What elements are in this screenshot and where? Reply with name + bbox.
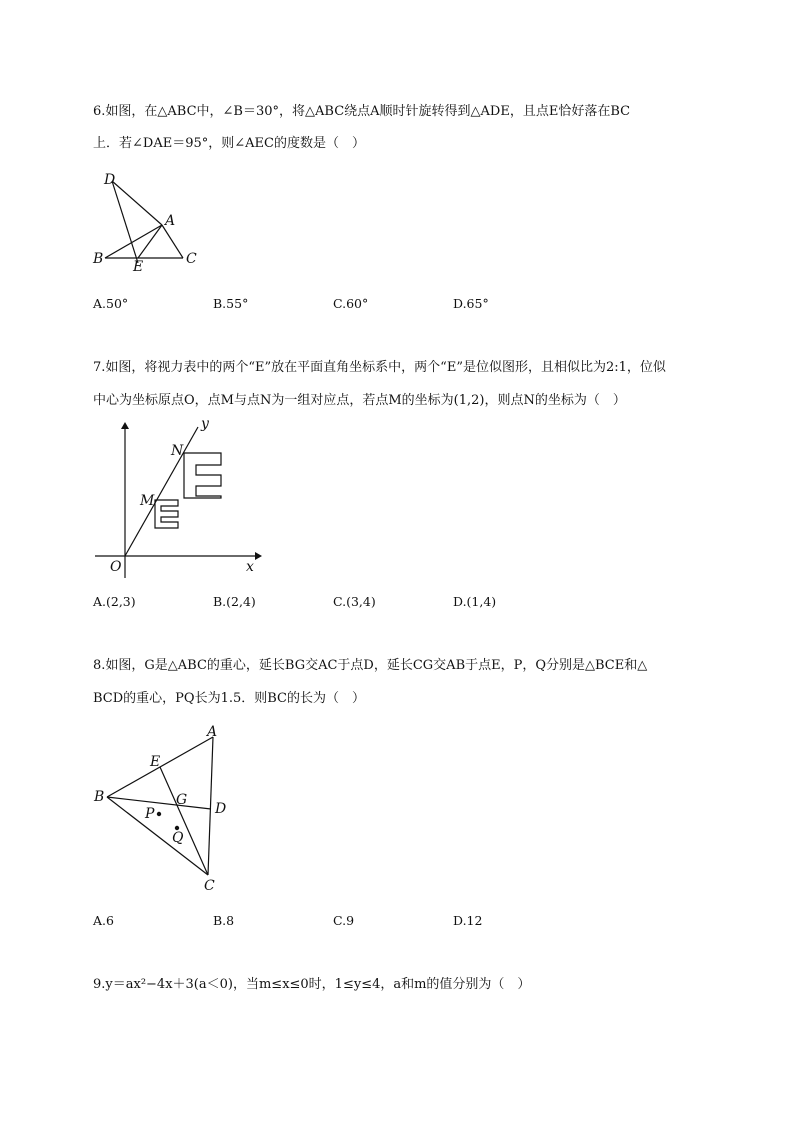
- q8-segment-EC: [160, 767, 208, 875]
- q8-label-Q: Q: [172, 830, 184, 846]
- q8-option-a: A.6: [93, 913, 114, 928]
- q6-segment-AC: [162, 225, 183, 258]
- q7-label-N: N: [171, 443, 184, 459]
- q6-label-E: E: [133, 259, 144, 275]
- q8-segment-AC: [208, 737, 213, 875]
- q6-segment-BA: [105, 225, 162, 258]
- q8-segment-BC: [107, 797, 208, 875]
- q6-label-C: C: [186, 251, 197, 267]
- q7-y-arrow-icon: [121, 422, 129, 429]
- q8-label-P: P: [145, 806, 155, 822]
- q7-option-b: B.(2,4): [213, 594, 256, 609]
- q6-figure: [90, 168, 210, 278]
- q8-label-E: E: [150, 754, 161, 770]
- q6-option-c: C.60°: [333, 296, 369, 311]
- q7-figure: [90, 416, 270, 580]
- q6-label-D: D: [104, 172, 116, 188]
- q7-small-E: [155, 500, 178, 528]
- q8-segment-BD: [107, 797, 211, 809]
- q6-label-A: A: [165, 213, 176, 229]
- q8-label-D: D: [215, 801, 227, 817]
- q6-segment-DE: [112, 181, 138, 263]
- q7-large-E: [184, 453, 221, 498]
- q8-label-A: A: [207, 724, 218, 740]
- q7-label-M: M: [140, 493, 155, 509]
- q8-stem-line1: 8.如图，G是△ABC的重心，延长BG交AC于点D，延长CG交AB于点E，P，Q分别是△BCE和△: [93, 658, 648, 673]
- q7-label-O: O: [110, 559, 122, 575]
- q7-label-x: x: [246, 559, 254, 575]
- q6-option-a: A.50°: [93, 296, 129, 311]
- q8-option-b: B.8: [213, 913, 235, 928]
- q8-label-B: B: [94, 789, 105, 805]
- q7-label-y: y: [201, 416, 209, 432]
- q7-ray-OMN: [125, 427, 198, 556]
- q8-label-G: G: [176, 792, 188, 808]
- q7-stem-line2: 中心为坐标原点O，点M与点N为一组对应点，若点M的坐标为(1,2)，则点N的坐标为（ ）: [93, 393, 626, 408]
- q6-segment-AE: [138, 225, 162, 258]
- q6-stem-line2: 上．若∠DAE＝95°，则∠AEC的度数是（ ）: [93, 136, 365, 151]
- q7-option-d: D.(1,4): [453, 594, 497, 609]
- q6-option-b: B.55°: [213, 296, 249, 311]
- q8-figure: [90, 720, 250, 900]
- q8-stem-line2: BCD的重心，PQ长为1.5．则BC的长为（ ）: [93, 691, 365, 706]
- q7-stem-line1: 7.如图，将视力表中的两个“E”放在平面直角坐标系中，两个“E”是位似图形，且相似比为2:1，位似: [93, 360, 666, 375]
- q6-stem-line1: 6.如图，在△ABC中，∠B＝30°，将△ABC绕点A顺时针旋转得到△ADE，且点E恰好落在BC: [93, 104, 631, 119]
- q6-option-d: D.65°: [453, 296, 489, 311]
- q8-option-c: C.9: [333, 913, 355, 928]
- q7-x-arrow-icon: [255, 552, 262, 560]
- q9-stem-line1: 9.y＝ax²−4x＋3(a＜0)，当m≤x≤0时，1≤y≤4，a和m的值分别为（ ）: [93, 977, 531, 992]
- q8-point-P: [157, 812, 161, 816]
- q8-label-C: C: [204, 878, 215, 894]
- q7-option-a: A.(2,3): [93, 594, 136, 609]
- q6-label-B: B: [93, 251, 104, 267]
- q8-option-d: D.12: [453, 913, 483, 928]
- q7-option-c: C.(3,4): [333, 594, 376, 609]
